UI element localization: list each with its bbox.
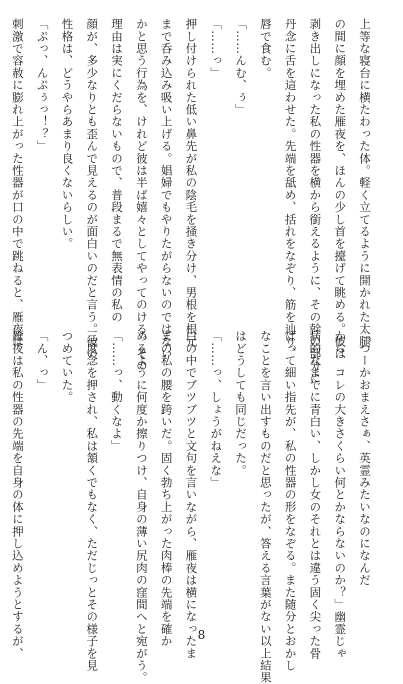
text-line: つめていた。: [60, 330, 75, 404]
text-line: はどうしても同じだった。: [234, 330, 249, 477]
text-line: 唇で食む。: [258, 18, 273, 79]
text-line: 押し付けられた低い鼻先が私の陰毛を掻き分け、男根を根元: [184, 18, 199, 348]
text-line: から、コレの大きさくらい何とかならないのか？」幽霊じゃ: [333, 330, 348, 660]
text-line: 病的なまでに青白い、しかし女のそれとは違う固く尖った骨: [308, 330, 323, 660]
text-line: 顔が、多少なりとも歪んで見えるのが面白いのだと言う。彼の: [85, 18, 100, 360]
text-line: 上等な寝台に横たわった体。軽く立てるように開かれた太腿: [358, 18, 372, 348]
text-line: ばって細い指先が、私の性器の形をなぞる。また随分とおかし: [283, 330, 298, 672]
text-line: 剥き出しになった私の性器を横から銜えるように、その幹の部分に: [308, 18, 323, 384]
text-line: めるように何度か擦りつけ、自身の薄い尻肉の窪間へと宛がう。: [134, 330, 149, 684]
text-line: 「……んむ、ぅ」: [234, 18, 249, 116]
text-line: 理由は実にくだらないもので、普段まるで無表情の私の: [110, 18, 125, 323]
text-line: 「ん、っ」: [35, 330, 50, 391]
text-line: かと思う行為を、けれど彼は半ば嬉々としてやってのける。その: [134, 18, 149, 372]
text-line: 口の中でブツブツと文句を言いながら、雁夜は横になったま: [184, 330, 199, 660]
text-line: まで呑み込み吸い上げる。娼婦でもやりたがらないのではない: [159, 18, 174, 360]
text-line: 丹念に舌を這わせた。先端を舐め、括れをなぞり、筋を辿り、: [283, 18, 298, 360]
text-line: 「……っ」: [209, 18, 224, 79]
text-line: 三度念を押され、私は頷くでもなく、ただじっとその様子を見: [85, 330, 100, 672]
text-line: 性格は、どうやらあまり良くないらしい。: [60, 18, 75, 250]
text-line: 「……っ、動くなよ」: [110, 330, 125, 452]
text-line: 「つーかおまえさぁ、英霊みたいなのになんだ: [358, 330, 372, 587]
text-line: 「……っ、しょうがねえな」: [209, 330, 224, 489]
text-line: [0, 18, 5, 304]
text-line: 刺激で容赦に膨れ上がった性器が口の中で跳ねると、雁夜は: [10, 18, 25, 348]
text-block-bottom: [10, 330, 377, 684]
page-number: 8: [197, 628, 206, 642]
text-line: 「ぷっ、んぷぅっ！？」: [35, 18, 50, 153]
text-line: の間に顔を埋めた雁夜を、ほんの少し首を擡げて眺める。彼は: [333, 18, 348, 360]
text-line: なことを言い出すものだと思ったが、答える言葉がない以上結果: [258, 330, 273, 684]
text-line: まの私の腰を跨いだ。固く勃ち上がった肉棒の先端を確か: [159, 330, 174, 648]
text-line: 雁夜は私の性器の先端を自身の体に押し込めようとするが、: [10, 330, 25, 660]
